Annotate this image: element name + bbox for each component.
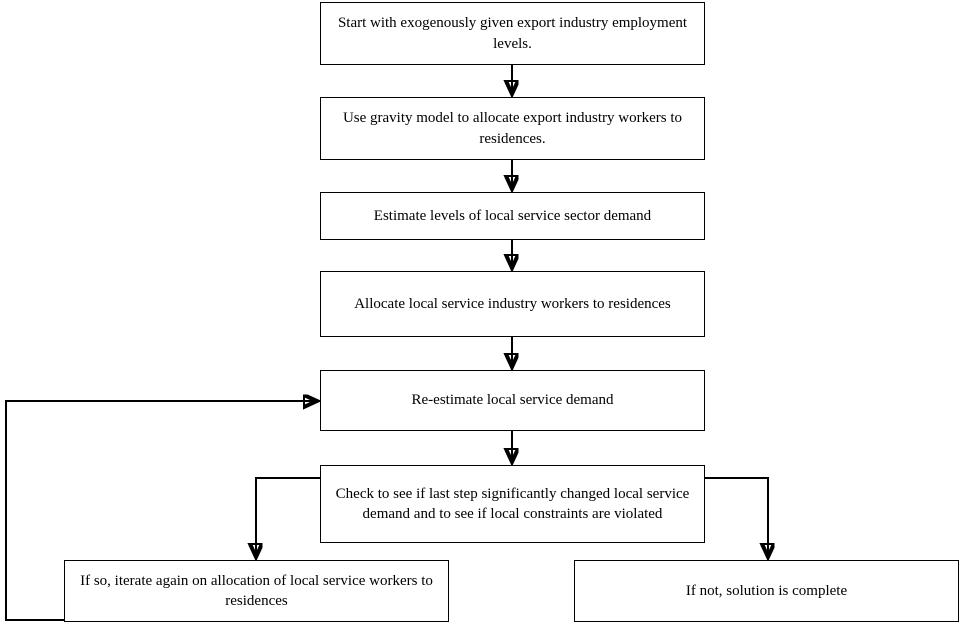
node-gravity-model — [320, 97, 705, 160]
node-check-convergence-label: Check to see if last step significantly changed local service demand and to see if local constraints are violated — [335, 485, 690, 522]
node-estimate-demand — [320, 192, 705, 240]
node-start-label: Start with exogenously given export industry employment levels. — [337, 15, 688, 52]
node-estimate-demand-label: Estimate levels of local service sector demand — [373, 207, 652, 224]
node-reestimate-demand-label: Re-estimate local service demand — [411, 392, 614, 409]
node-start — [320, 2, 705, 65]
node-iterate-again-label: If so, iterate again on allocation of local service workers to residences — [80, 572, 433, 609]
node-gravity-model-label: Use gravity model to allocate export industry workers to residences. — [342, 110, 683, 147]
node-allocate-workers-label: Allocate local service industry workers to residences — [354, 295, 671, 312]
node-reestimate-demand — [320, 370, 705, 431]
node-iterate-again — [64, 560, 449, 622]
node-allocate-workers — [320, 271, 705, 337]
node-solution-complete — [574, 560, 959, 622]
edge-check-to-complete — [705, 478, 768, 555]
node-check-convergence — [320, 465, 705, 543]
node-solution-complete-label: If not, solution is complete — [685, 582, 848, 599]
edge-check-to-iterate — [256, 478, 320, 555]
